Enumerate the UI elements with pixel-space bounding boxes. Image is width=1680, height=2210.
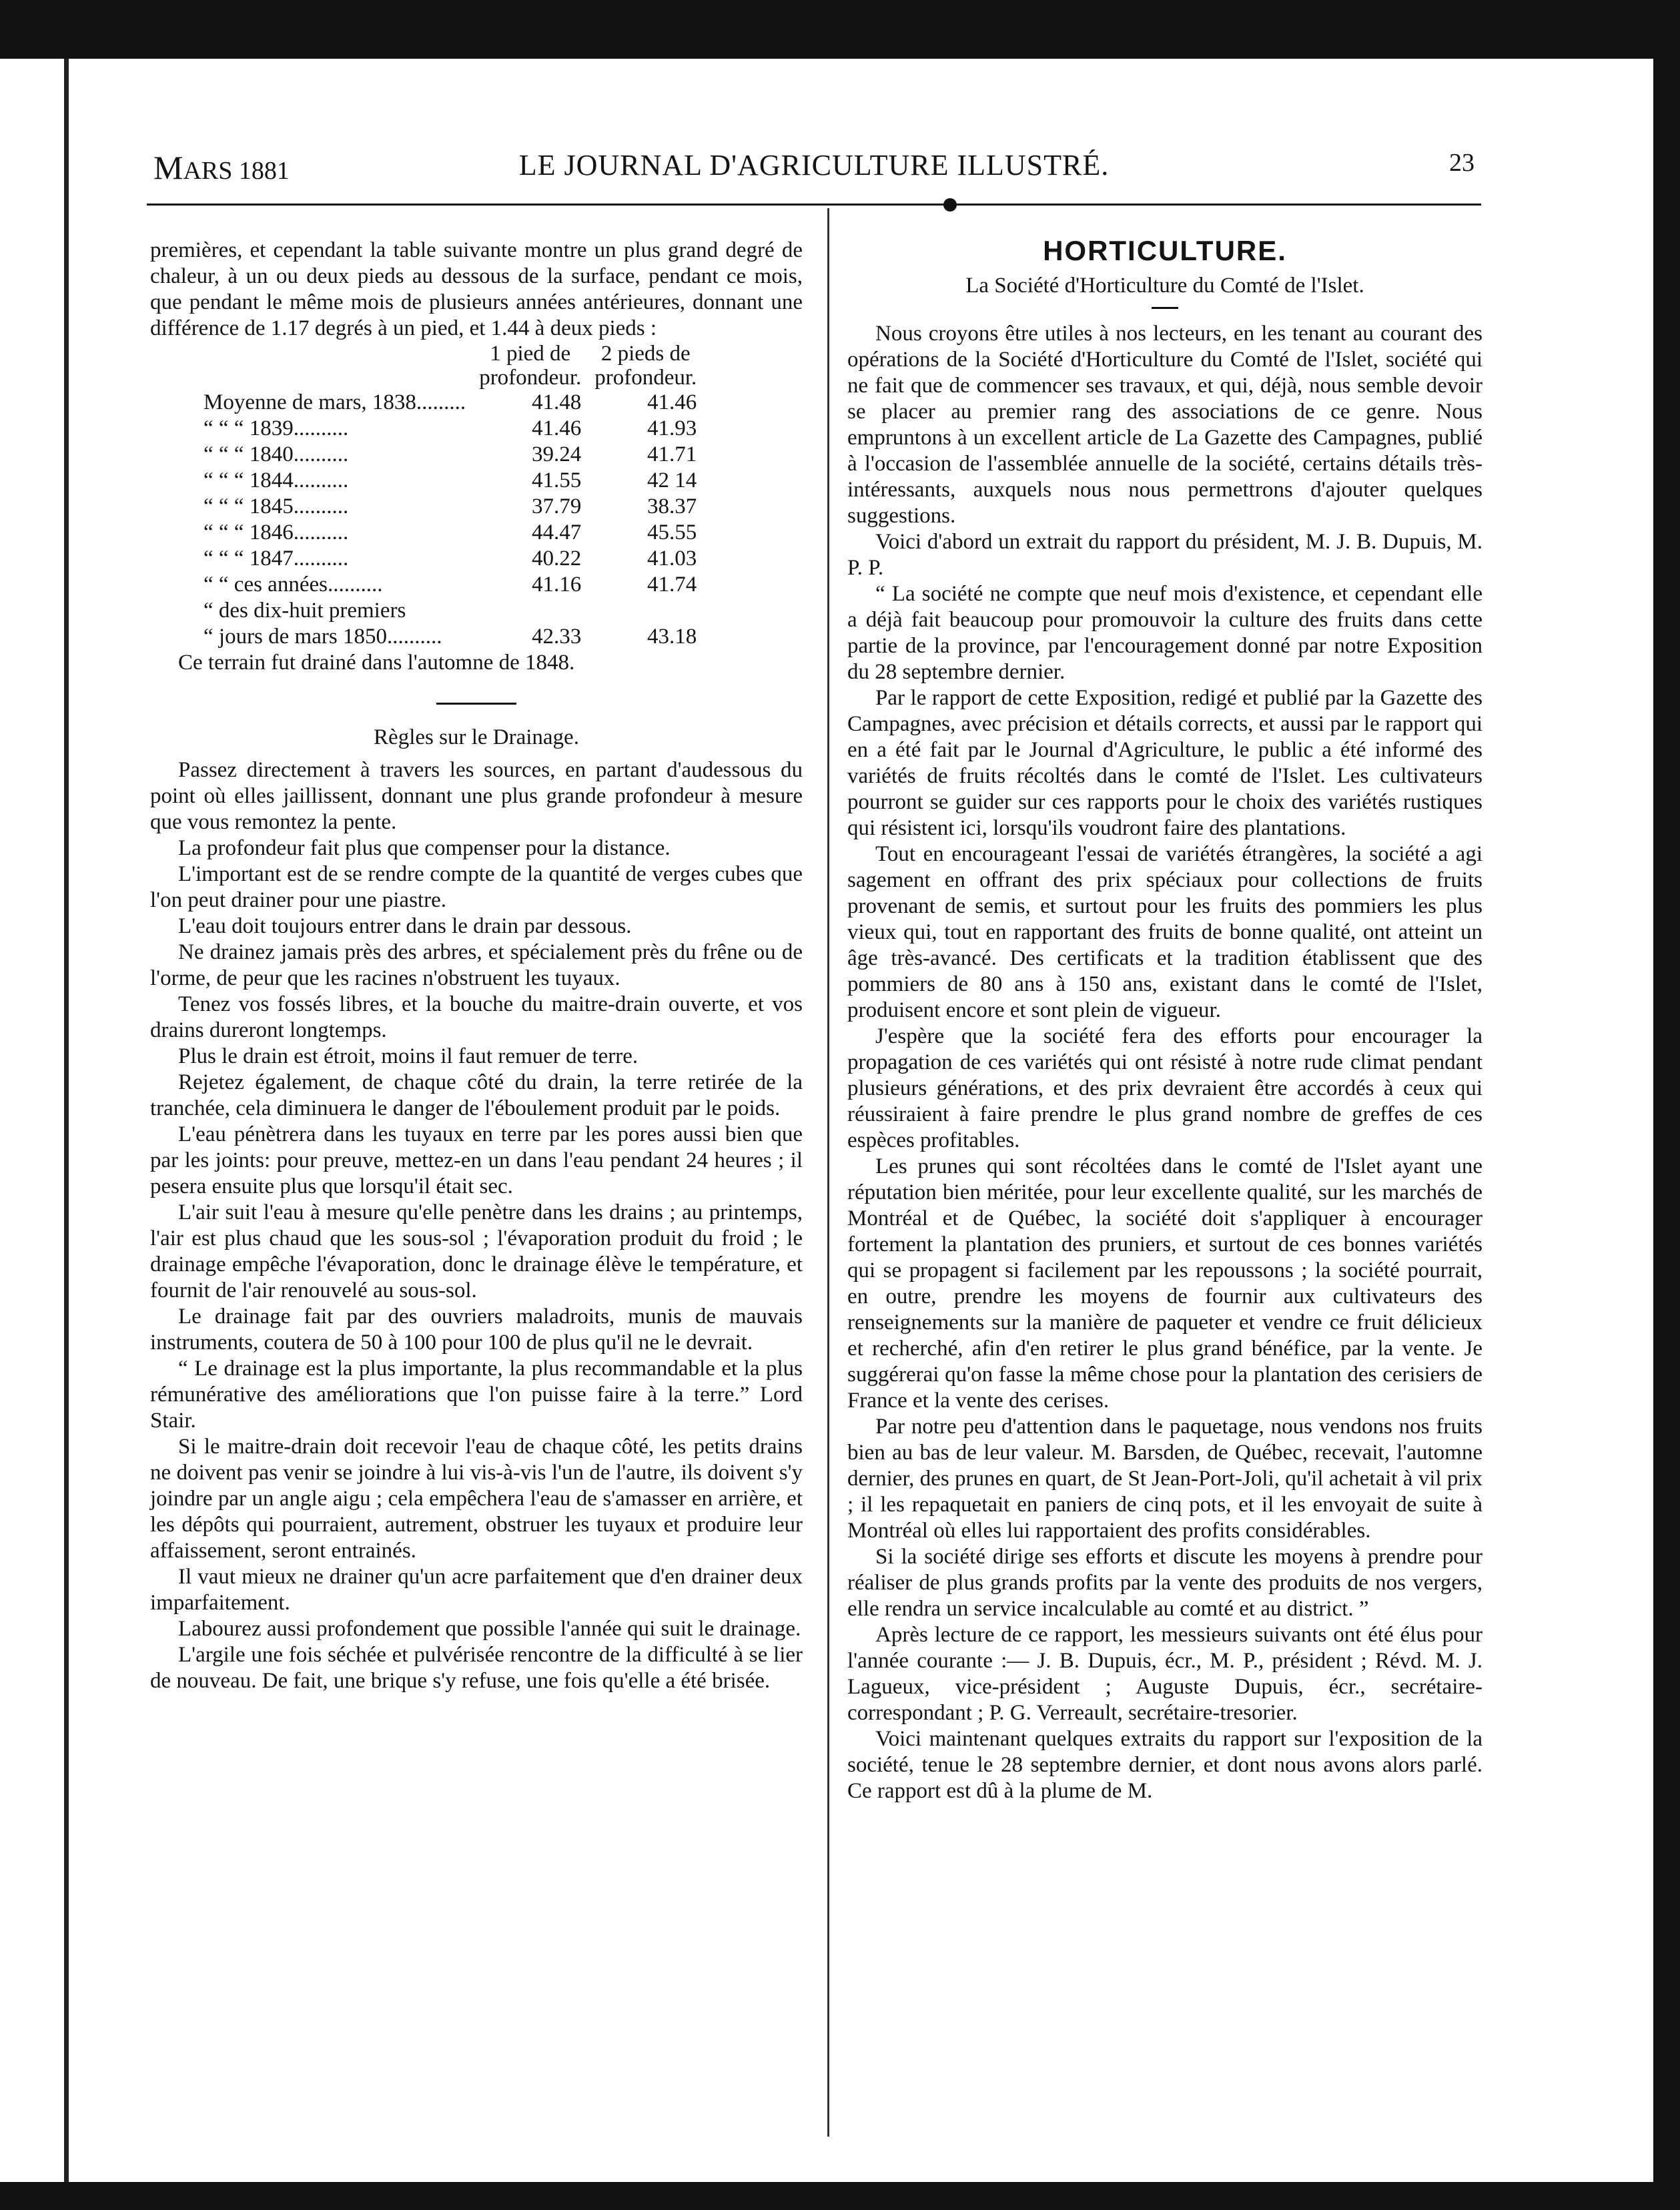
table-row [197,390,703,416]
column-divider [827,208,829,2137]
row-label: “ des dix-huit premiers [203,599,406,623]
left-column [150,238,803,1694]
row-value-1ft: 37.79 [531,494,582,518]
section-rule [436,703,516,705]
scan-border-top [0,0,1680,59]
table-col2-header-line2: profondeur. [594,366,697,390]
paragraph: Voici d'abord un extrait du rapport du président, M. J. B. Dupuis, M. P. P. [847,530,1483,580]
paragraph: Si le maitre-drain doit recevoir l'eau de chaque côté, les petits drains ne doivent pas venir se joindre à lui vis-à-vis l'un de l'autre, ils doivent s'y joindre par un angle aigu ; cela empêchera l'eau de s'amasser en arrière, et les dépôts qui pourraient, autrement, obstruer les tuyaux et produire leur affaissement, seront entrainés. [150,1435,803,1563]
row-value-2ft: 45.55 [647,520,697,544]
row-label: “ “ “ 1844.......... [203,468,349,492]
journal-title: LE JOURNAL D'AGRICULTURE ILLUSTRÉ. [518,149,1110,181]
table-row [197,598,703,624]
header-year: 1881 [238,157,290,185]
table-header-row [197,342,703,366]
row-value-1ft: 39.24 [531,442,582,466]
paragraph: “ La société ne compte que neuf mois d'existence, et cependant elle a déjà fait beaucoup pour promouvoir la culture des fruits dans cette partie de la province, par l'encouragement donné par notre Exposition du 28 septembre dernier. [847,582,1483,684]
table-footnote: Ce terrain fut drainé dans l'automne de 1848. [178,651,575,675]
subtitle-rule [1152,307,1178,309]
table-row [197,494,703,520]
paragraph: L'air suit l'eau à mesure qu'elle penètre dans les drains ; au printemps, l'air est plus chaud que les sous-sol ; l'évaporation produit du froid ; le drainage empêche l'évaporation, donc le drainage élève le température, et fournit de l'air renouvelé au sous-sol. [150,1200,803,1303]
row-value-2ft: 42 14 [647,468,697,492]
scan-border-right [1653,0,1680,2210]
row-value-2ft: 41.93 [647,416,697,440]
table-row [197,624,703,650]
paragraph: Voici maintenant quelques extraits du rapport sur l'exposition de la société, tenue le 28 septembre dernier, et dont nous avons alors parlé. Ce rapport est dû à la plume de M. [847,1727,1483,1803]
row-value-2ft: 41.46 [647,390,697,414]
table-row [197,468,703,494]
row-value-2ft: 41.71 [647,442,697,466]
paragraph: La profondeur fait plus que compenser pour la distance. [178,836,671,860]
scan-border-bottom [0,2182,1680,2210]
scan-border-left [64,59,69,2182]
paragraph: Par notre peu d'attention dans le paquetage, nous vendons nos fruits bien au bas de leur valeur. M. Barsden, de Québec, recevait, l'automne dernier, des prunes en quart, de St Jean-Port-Joli, qu'il achetait à vil prix ; il les repaquetait en paniers de cinq pots, et il les envoyait de suite à Montréal où elles lui rapportaient des profits considérables. [847,1415,1483,1543]
row-value-2ft: 41.74 [647,573,697,597]
row-label: Moyenne de mars, 1838......... [203,390,466,414]
row-value-1ft: 44.47 [531,520,582,544]
paragraph: L'eau doit toujours entrer dans le drain par dessous. [178,914,632,938]
table-col2-header-line1: 2 pieds de [600,342,691,366]
paragraph: Nous croyons être utiles à nos lecteurs, en les tenant au courant des opérations de la Société d'Horticulture du Comté de l'Islet, société qui ne fait que de commencer ses travaux, et qui, déjà, nous semble devoir se placer au premier rang des associations de ce genre. Nous empruntons à un excellent article de La Gazette des Campagnes, publié à l'occasion de l'assemblée annuelle de la société, certains détails très-intéressants, auxquels nous nous permettrons d'ajouter quelques suggestions. [847,322,1483,528]
intro-paragraph: premières, et cependant la table suivante montre un plus grand degré de chaleur, à un ou deux pieds au dessous de la surface, pendant ce mois, que pendant le même mois de plusieurs années antérieures, donnant une différence de 1.17 degrés à un pied, et 1.44 à deux pieds : [150,238,803,340]
row-label: “ “ “ 1839.......... [203,416,349,440]
paragraph: Ne drainez jamais près des arbres, et spécialement près du frêne ou de l'orme, de peur que les racines n'obstruent les tuyaux. [150,940,803,990]
paragraph: Tenez vos fossés libres, et la bouche du maitre-drain ouverte, et vos drains dureront longtemps. [150,992,803,1042]
row-value-1ft: 41.16 [531,573,582,597]
paragraph: Rejetez également, de chaque côté du drain, la terre retirée de la tranchée, cela diminuera le danger de l'éboulement produit par le poids. [150,1070,803,1120]
row-value-1ft: 41.48 [531,390,582,414]
paragraph: Après lecture de ce rapport, les messieurs suivants ont été élus pour l'année courante :— J. B. Dupuis, écr., M. P., président ; Révd. M. J. Lagueux, vice-président ; Auguste Dupuis, écr., secrétaire-correspondant ; P. G. Verreault, secrétaire-tresorier. [847,1623,1483,1725]
row-value-1ft: 42.33 [531,625,582,649]
table-row [197,520,703,546]
paragraph: Le drainage fait par des ouvriers maladroits, munis de mauvais instruments, coutera de 50 à 100 pour 100 de plus qu'il ne le devrait. [150,1305,803,1355]
paragraph: Les prunes qui sont récoltées dans le comté de l'Islet ayant une réputation bien méritée, pour leur excellente qualité, sur les marchés de Montréal et de Québec, la société doit s'appliquer à encourager fortement la plantation des pruniers, et surtout de ces bonnes variétés qui se propagent si facilement par les repoussons ; la société pourrait, en outre, prendre les moyens de fournir aux cultivateurs des renseignements sur la manière de paqueter et vendre ce fruit délicieux et recherché, afin d'en retirer le plus grand bénéfice, par la vente. Je suggérerai qu'on fasse la même chose pour la plantation des cerisiers de France et la vente des cerises. [847,1154,1483,1413]
paragraph: L'eau pénètrera dans les tuyaux en terre par les pores aussi bien que par les joints: pour preuve, mettez-en un dans l'eau pendant 24 heures ; il pesera ensuite plus que lorsqu'il était sec. [150,1122,803,1198]
table-col1-header-line2: profondeur. [479,366,582,390]
paragraph: L'important est de se rendre compte de la quantité de verges cubes que l'on peut drainer pour une piastre. [150,862,803,912]
row-value-1ft: 41.55 [531,468,582,492]
row-label: “ jours de mars 1850.......... [203,625,442,649]
header-rule [147,204,1481,206]
temperature-table [197,342,703,650]
paragraph: Par le rapport de cette Exposition, redigé et publié par la Gazette des Campagnes, avec précision et détails corrects, et aussi par le rapport qui en a été fait par le Journal d'Agriculture, le public a été informé des variétés de fruits récoltés dans le comté de l'Islet. Les cultivateurs pourront se guider sur ces rapports pour le choix des variétés rustiques qui résistent ici, lorsqu'ils voudront faire des plantations. [847,686,1483,840]
paragraph: Labourez aussi profondement que possible l'année qui suit le drainage. [178,1617,801,1641]
table-row [197,442,703,468]
right-column [847,235,1483,1804]
paragraph: Tout en encourageant l'essai de variétés étrangères, la société a agi sagement en offrant des prix spéciaux pour collections de fruits provenant de semis, et surtout pour les fruits des pommiers les plus vieux qui, tout en rapportant des fruits de bonne qualité, ont atteint un âge très-avancé. Des certificats et la tradition établissent que des pommiers de 80 ans à 150 ans, existant dans le comté de l'Islet, produisent encore et sont plein de vigueur. [847,842,1483,1022]
row-value-2ft: 43.18 [647,625,697,649]
row-value-2ft: 41.03 [647,546,697,571]
header-month-initial: M [153,149,183,186]
table-row [197,546,703,572]
row-label: “ “ “ 1840.......... [203,442,349,466]
section-title-horticulture: HORTICULTURE. [1043,235,1287,266]
row-value-2ft [588,598,703,624]
row-value-1ft [472,598,588,624]
row-label: “ “ “ 1845.......... [203,494,349,518]
paragraph: Il vaut mieux ne drainer qu'un acre parfaitement que d'en drainer deux imparfaitement. [150,1565,803,1615]
header-rule-ornament [943,198,957,212]
table-col1-header-line1: 1 pied de [490,342,571,366]
paragraph: Si la société dirige ses efforts et discute les moyens à prendre pour réaliser de plus grands profits par la vente des produits de nos vergers, elle rendra un service incalculable au comté et au district. ” [847,1545,1483,1621]
table-row [197,416,703,442]
row-label: “ “ ces années.......... [203,573,383,597]
paragraph: “ Le drainage est la plus importante, la plus recommandable et la plus rémunérative des améliorations que l'on puisse faire à la terre.” Lord Stair. [150,1357,803,1433]
header-month-rest: ARS [183,157,233,185]
page-header [153,148,1475,188]
table-header-row [197,366,703,390]
row-label: “ “ “ 1846.......... [203,520,349,544]
row-value-2ft: 38.37 [647,494,697,518]
page-number: 23 [1449,149,1475,177]
paragraph: Plus le drain est étroit, moins il faut remuer de terre. [178,1044,639,1068]
article-subtitle: La Société d'Horticulture du Comté de l'Islet. [965,274,1364,298]
row-label: “ “ “ 1847.......... [203,546,349,571]
section-title-drainage: Règles sur le Drainage. [374,725,579,749]
paragraph: Passez directement à travers les sources, en partant d'audessous du point où elles jaillissent, donnant une plus grande profondeur à mesure que vous remontez la pente. [150,758,803,834]
paragraph: L'argile une fois séchée et pulvérisée rencontre de la difficulté à se lier de nouveau. De fait, une brique s'y refuse, une fois qu'elle a été brisée. [150,1643,803,1693]
row-value-1ft: 41.46 [531,416,582,440]
paragraph: J'espère que la société fera des efforts pour encourager la propagation de ces variétés qui ont résisté à notre rude climat pendant plusieurs générations, et des prix devraient être accordés à ceux qui réussiraient à faire prendre le plus grand nombre de greffes de ces espèces profitables. [847,1024,1483,1152]
row-value-1ft: 40.22 [531,546,582,571]
table-row [197,572,703,598]
